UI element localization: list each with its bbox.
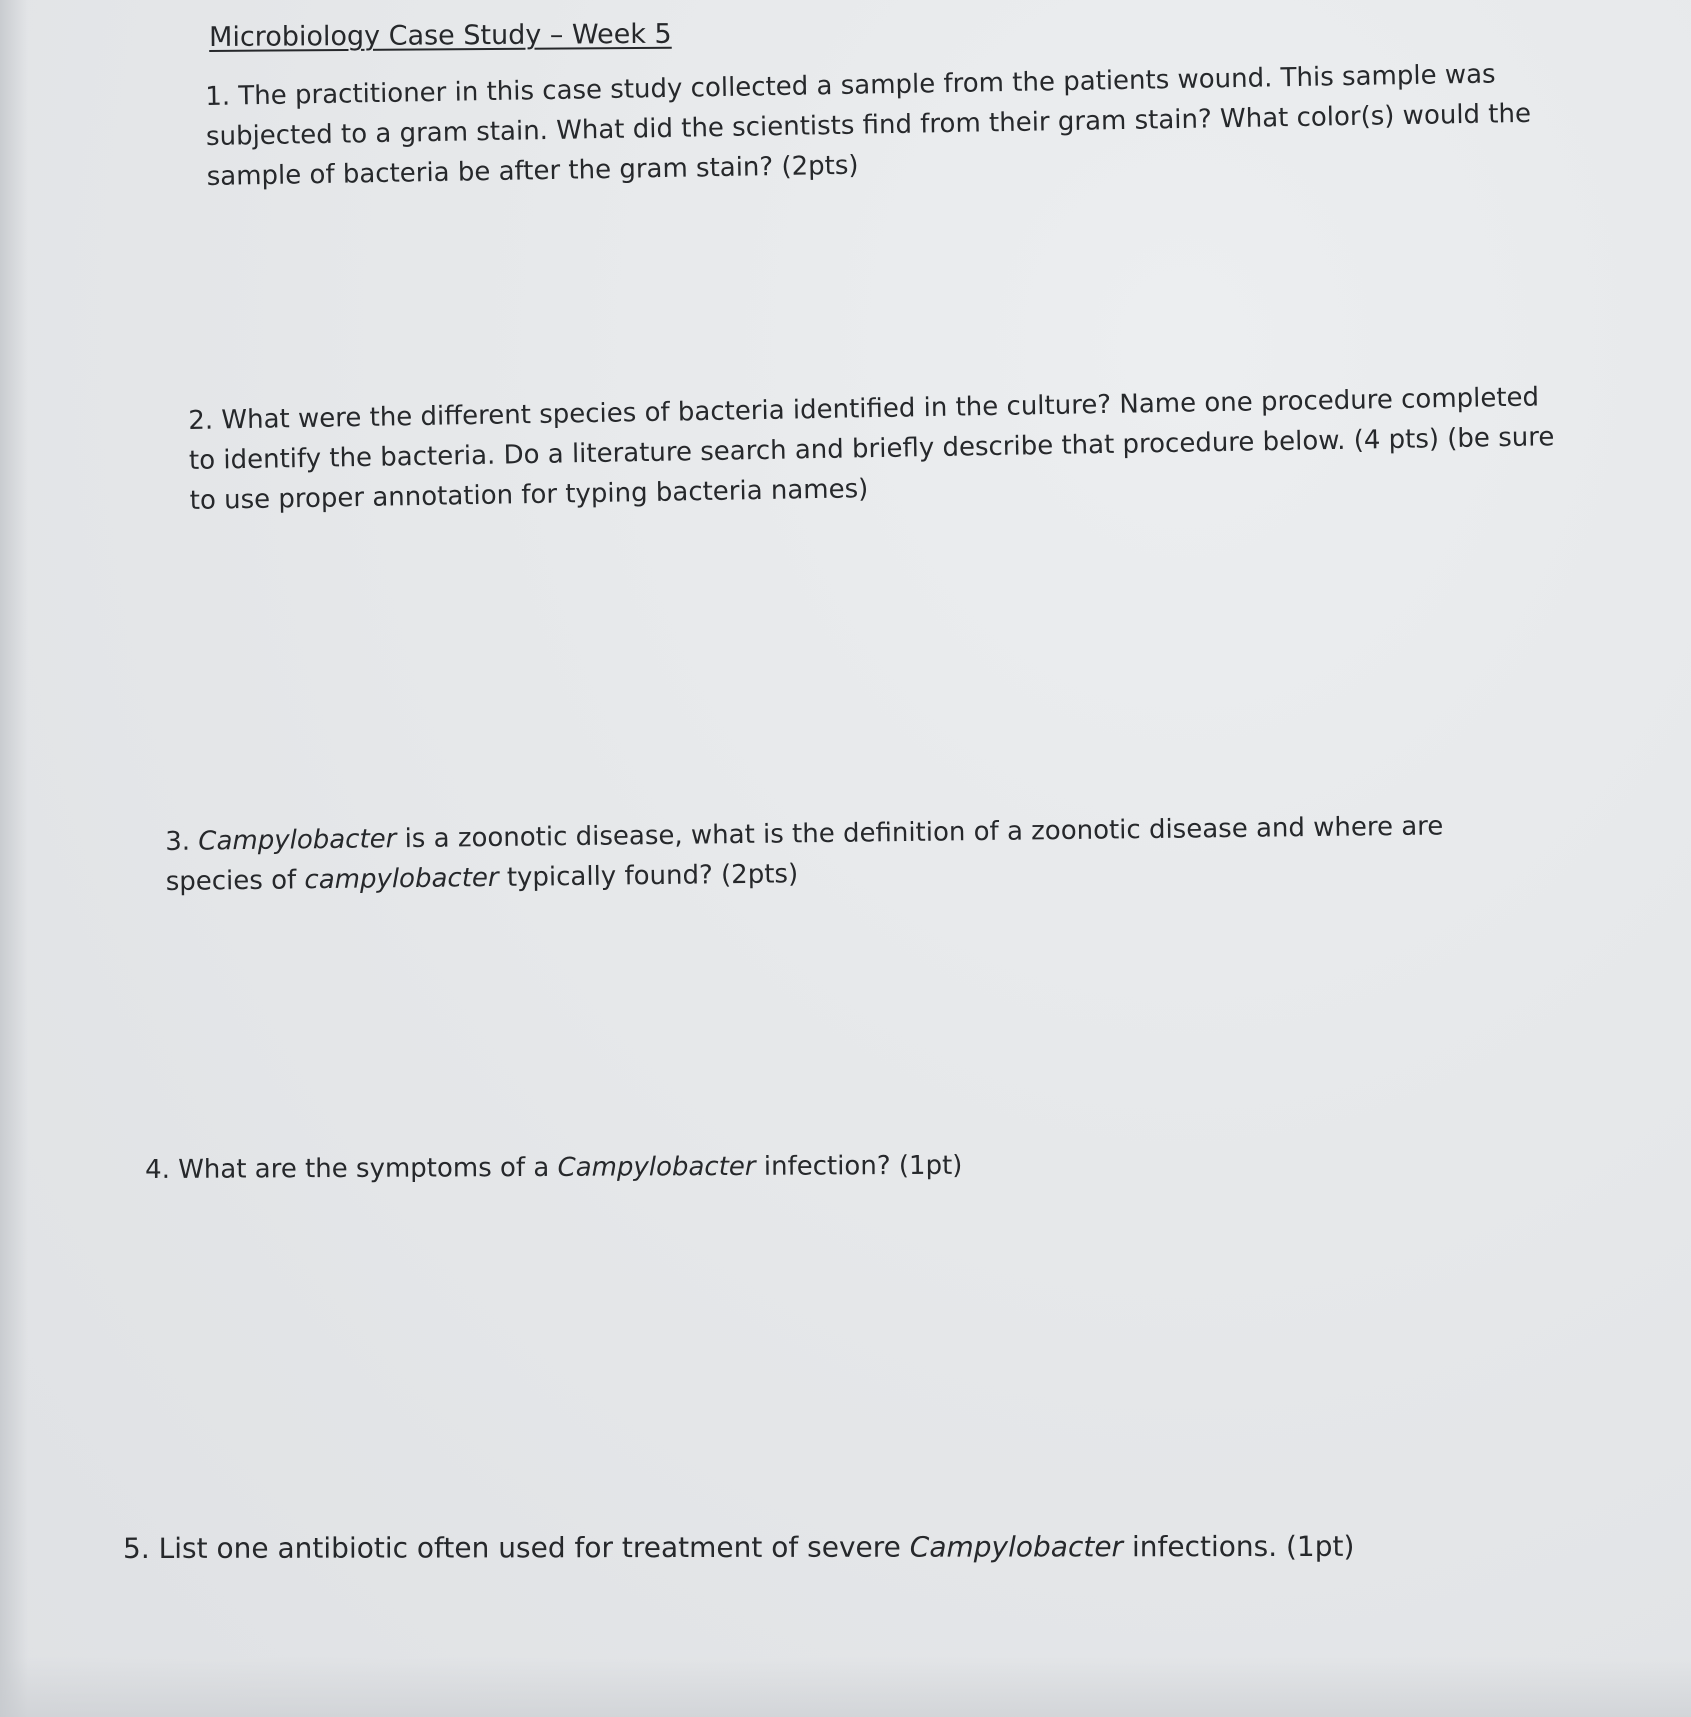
question-1-line-3: sample of bacteria be after the gram stain? (2pts)	[206, 150, 859, 192]
question-5-suffix: infections. (1pt)	[1123, 1529, 1355, 1564]
question-3-line-2-prefix: species of	[165, 865, 305, 897]
question-5	[123, 1527, 1354, 1569]
question-3-line-1-suffix: is a zoonotic disease, what is the definition of a zoonotic disease and where are	[396, 811, 1444, 855]
question-3	[165, 806, 1444, 902]
question-4-suffix: infection? (1pt)	[755, 1150, 963, 1182]
question-3-line-1-prefix: 3.	[165, 826, 199, 857]
question-3-line-2-suffix: typically found? (2pts)	[498, 859, 799, 893]
question-2	[188, 377, 1555, 521]
question-1	[205, 54, 1532, 197]
question-4-line-1	[145, 1146, 962, 1190]
paper-bottom-shadow	[0, 1657, 1691, 1717]
question-1-line-1: 1. The practitioner in this case study collected a sample from the patients wound. This sample was	[205, 59, 1496, 112]
question-5-line-1	[123, 1527, 1354, 1569]
question-4-prefix: 4. What are the symptoms of a	[145, 1152, 558, 1185]
question-1-line-2: subjected to a gram stain. What did the scientists find from their gram stain? What color(s) would the	[205, 98, 1532, 152]
question-5-prefix: 5. List one antibiotic often used for treatment of severe	[123, 1530, 910, 1565]
question-3-italic-campylobacter-lower: campylobacter	[304, 862, 499, 896]
question-4-italic-campylobacter: Campylobacter	[557, 1151, 756, 1183]
question-2-line-3: to use proper annotation for typing bacteria names)	[189, 474, 869, 516]
document-title: Microbiology Case Study – Week 5	[209, 18, 672, 53]
question-3-italic-campylobacter: Campylobacter	[198, 824, 397, 857]
question-2-line-1: 2. What were the different species of bacteria identified in the culture? Name one procedure completed	[188, 382, 1540, 436]
question-4	[145, 1146, 962, 1190]
paper-edge-shadow	[0, 0, 28, 1717]
question-2-line-2: to identify the bacteria. Do a literature search and briefly describe that procedure below. (4 pts) (be sure	[188, 422, 1555, 476]
question-5-italic-campylobacter: Campylobacter	[909, 1530, 1124, 1564]
